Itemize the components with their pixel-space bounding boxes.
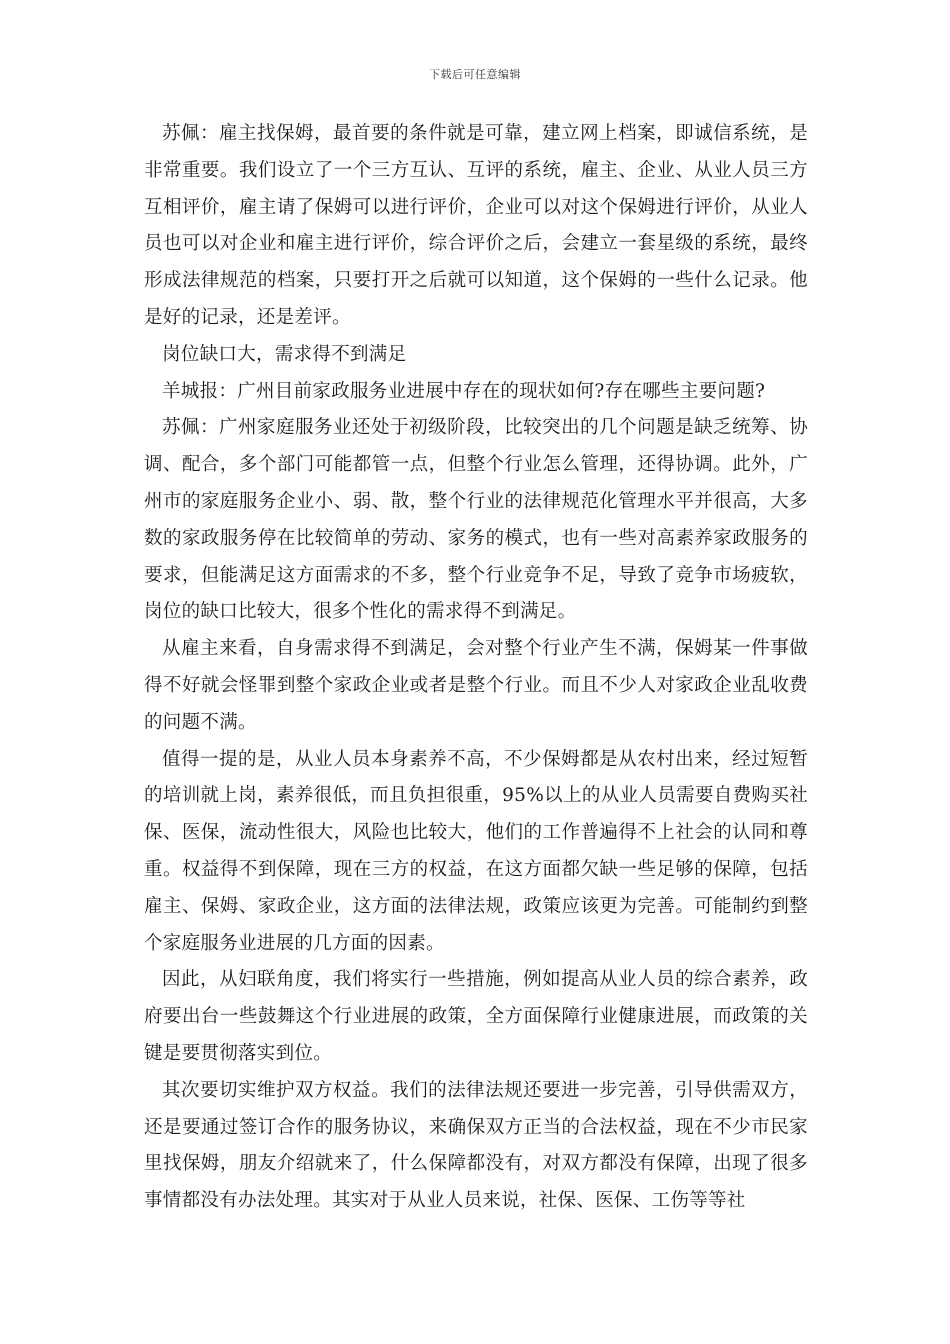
paragraph: 值得一提的是，从业人员本身素养不高，不少保姆都是从农村出来，经过短暂的培训就上岗，素养很低，而且负担很重，95%以上的从业人员需要自费购买社保、医保，流动性很大，风险也比较大，他们的工作普遍得不上社会的认同和尊重。权益得不到保障，现在三方的权益，在这方面都欠缺一些足够的保障，包括雇主、保姆、家政企业，这方面的法律法规，政策应该更为完善。可能制约到整个家庭服务业进展的几方面的因素。	[144, 748, 808, 954]
section-heading: 岗位缺口大，需求得不到满足	[162, 343, 407, 365]
paragraph: 苏佩：广州家庭服务业还处于初级阶段，比较突出的几个问题是缺乏统筹、协调、配合，多个部门可能都管一点，但整个行业怎么管理，还得协调。此外，广州市的家庭服务企业小、弱、散，整个行业的法律规范化管理水平并很高，大多数的家政服务停在比较简单的劳动、家务的模式，也有一些对高素养家政服务的要求，但能满足这方面需求的不多，整个行业竞争不足，导致了竞争市场疲软，岗位的缺口比较大，很多个性化的需求得不到满足。	[144, 417, 808, 623]
paragraph: 从雇主来看，自身需求得不到满足，会对整个行业产生不满，保姆某一件事做得不好就会怪罪到整个家政企业或者是整个行业。而且不少人对家政企业乱收费的问题不满。	[144, 638, 808, 733]
paragraph: 因此，从妇联角度，我们将实行一些措施，例如提高从业人员的综合素养，政府要出台一些鼓舞这个行业进展的政策，全方面保障行业健康进展，而政策的关键是要贯彻落实到位。	[144, 969, 808, 1064]
document-body	[144, 116, 808, 1220]
paragraph: 苏佩：雇主找保姆，最首要的条件就是可靠，建立网上档案，即诚信系统，是非常重要。我们设立了一个三方互认、互评的系统，雇主、企业、从业人员三方互相评价，雇主请了保姆可以进行评价，企业可以对这个保姆进行评价，从业人员也可以对企业和雇主进行评价，综合评价之后，会建立一套星级的系统，最终形成法律规范的档案，只要打开之后就可以知道，这个保姆的一些什么记录。他是好的记录，还是差评。	[144, 123, 808, 328]
paragraph: 羊城报：广州目前家政服务业进展中存在的现状如何?存在哪些主要问题?	[162, 380, 766, 402]
paragraph: 其次要切实维护双方权益。我们的法律法规还要进一步完善，引导供需双方，还是要通过签订合作的服务协议，来确保双方正当的合法权益，现在不少市民家里找保姆，朋友介绍就来了，什么保障都没有，对双方都没有保障，出现了很多事情都没有办法处理。其实对于从业人员来说，社保、医保、工伤等等社	[144, 1079, 808, 1212]
page-header: 下载后可任意编辑	[429, 68, 521, 81]
